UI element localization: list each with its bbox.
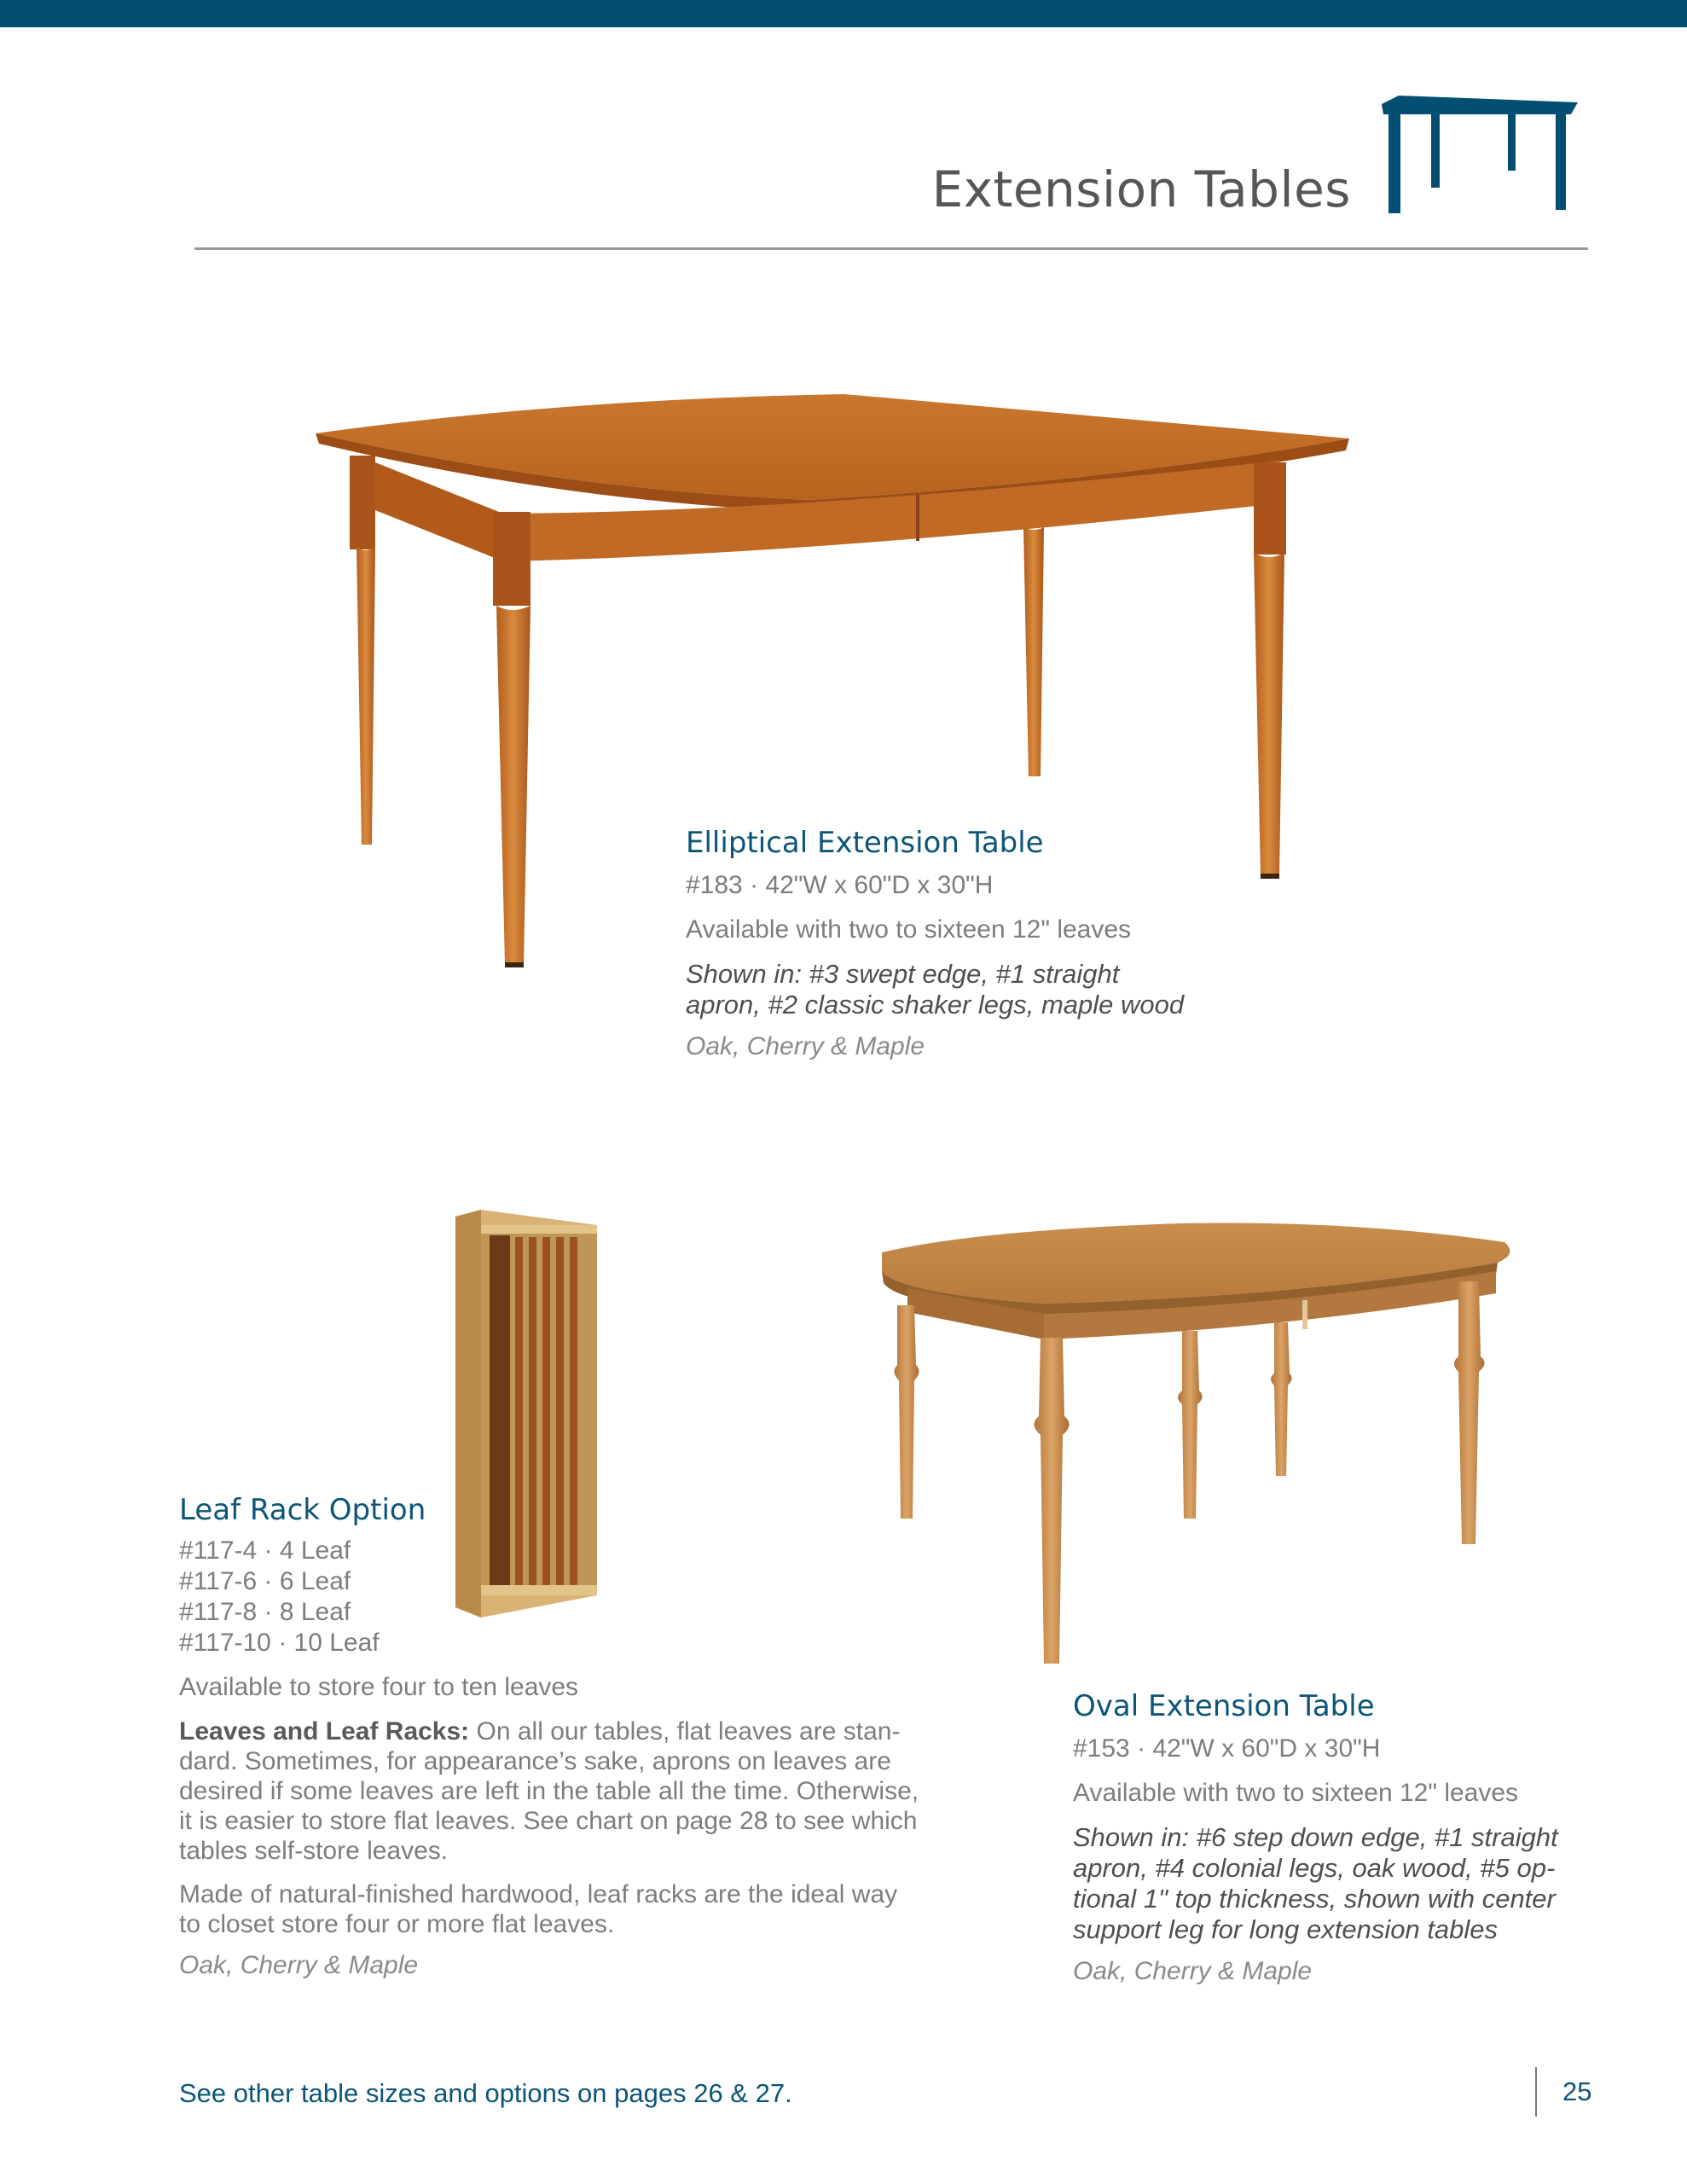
leaves-note-line: desired if some leaves are left in the table all the time. Otherwise, [179,1777,919,1805]
leaf-rack-material-note [179,1879,930,1939]
leaves-note-line: tables self-store leaves. [179,1837,449,1865]
footer-note: See other table sizes and options on pages 26 & 27. [179,2078,792,2108]
footer-divider [1535,2067,1537,2117]
oval-table-details [1073,1689,1602,1986]
page-number: 25 [1562,2077,1592,2106]
title-divider [194,247,1588,250]
leaves-note-line: it is easier to store flat leaves. See chart on page 28 to see which [179,1807,918,1835]
elliptical-shown-line-2: apron, #2 classic shaker legs, maple wood [686,990,1185,1019]
oval-shown-in [1073,1822,1602,1945]
leaf-rack-option: #117-10 · 10 Leaf [179,1629,380,1657]
leaf-rack-woods: Oak, Cherry & Maple [179,1951,419,1979]
leaf-rack-title: Leaf Rack Option [179,1493,426,1527]
leaves-note-line: dard. Sometimes, for appearance’s sake, aprons on leaves are [179,1747,891,1775]
oval-shown-line: apron, #4 colonial legs, oak wood, #5 op- [1073,1853,1556,1883]
oval-shown-line: Shown in: #6 step down edge, #1 straight [1073,1822,1558,1852]
leaf-rack-options [179,1536,930,1658]
oval-extension-table-image [873,1211,1522,1672]
material-note-line: to closet store four or more flat leaves. [179,1910,615,1938]
oval-shown-line: tional 1" top thickness, shown with center [1073,1884,1556,1914]
leaves-note-line: On all our tables, flat leaves are stan- [476,1717,901,1745]
elliptical-table-leaves: Available with two to sixteen 12" leaves [686,915,1132,944]
leaf-rack-option: #117-8 · 8 Leaf [179,1598,351,1626]
elliptical-table-spec: #183 · 42"W x 60"D x 30"H [686,871,994,899]
leaf-rack-availability: Available to store four to ten leaves [179,1673,579,1701]
elliptical-table-name: Elliptical Extension Table [686,826,1044,860]
elliptical-woods: Oak, Cherry & Maple [686,1032,925,1060]
oval-woods: Oak, Cherry & Maple [1073,1957,1313,1985]
elliptical-table-details [686,826,1283,1061]
table-icon [1382,96,1578,215]
oval-table-leaves: Available with two to sixteen 12" leaves [1073,1779,1519,1807]
oval-table-name: Oval Extension Table [1073,1689,1375,1723]
elliptical-shown-line-1: Shown in: #3 swept edge, #1 straight [686,959,1120,989]
leaf-rack-option: #117-6 · 6 Leaf [179,1567,351,1595]
oval-shown-line: support leg for long extension tables [1073,1914,1499,1944]
leaf-rack-option: #117-4 · 4 Leaf [179,1536,351,1565]
page-title: Extension Tables [931,160,1351,218]
leaves-note-heading: Leaves and Leaf Racks: [179,1717,470,1745]
top-accent-bar [0,0,1687,27]
material-note-line: Made of natural-finished hardwood, leaf racks are the ideal way [179,1880,898,1908]
leaves-note [179,1716,930,1866]
leaf-rack-details [179,1493,930,1980]
oval-table-spec: #153 · 42"W x 60"D x 30"H [1073,1734,1381,1763]
